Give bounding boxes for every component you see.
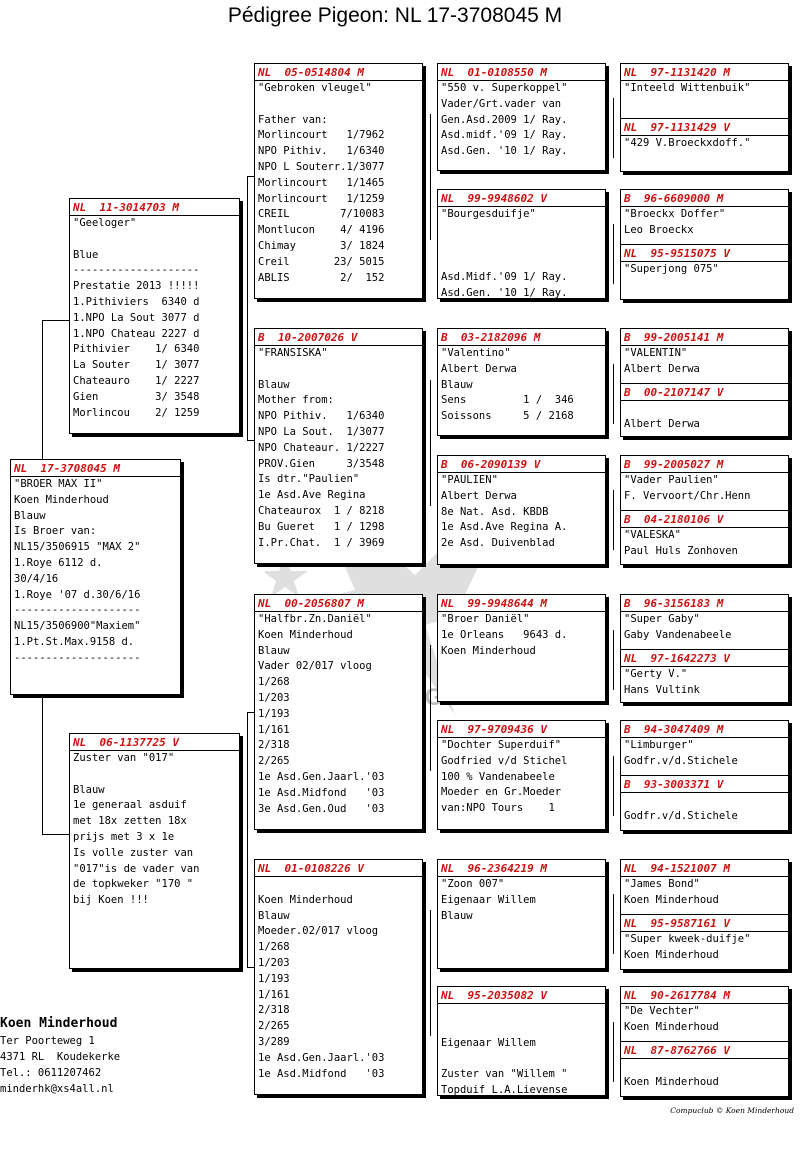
ring-number: NL 87-8762766 V (624, 1044, 730, 1057)
ring-number: NL 00-2056807 M (258, 597, 364, 610)
ring-number: NL 97-9709436 V (441, 723, 547, 736)
detail-line (258, 362, 419, 378)
pigeon-details (441, 877, 602, 924)
detail-line: "Halfbr.Zn.Daniël" (258, 613, 372, 625)
detail-line: Mother from: (258, 394, 334, 407)
detail-line: Blauw (441, 909, 473, 922)
pigeon-details (624, 877, 785, 909)
ring-number: B 04-2180106 V (624, 513, 724, 526)
detail-line: Gaby Vandenabeele (624, 628, 732, 641)
detail-line: Asd.midf.'09 1/ Ray. (441, 129, 568, 142)
detail-line: "VALENTIN" (624, 347, 688, 359)
pigeon-card-mmm[interactable] (437, 986, 606, 1096)
detail-line: 1e Asd.Gen.Jaarl.'03 (258, 1051, 385, 1064)
detail-line: Koen Minderhoud (258, 628, 353, 641)
detail-line (441, 1020, 602, 1036)
detail-line: Is Broer van: (14, 525, 97, 538)
detail-line: -------------------- (14, 651, 141, 664)
connector (247, 712, 248, 850)
detail-line: NPO La Sout. 1/3077 (258, 425, 385, 438)
connector (613, 756, 614, 816)
pigeon-details (441, 473, 602, 552)
detail-line: Soissons 5 / 2168 (441, 410, 574, 423)
pigeon-details (624, 738, 785, 770)
detail-line: "BROER MAX II" (14, 478, 103, 490)
ring-number: NL 90-2617784 M (624, 989, 730, 1002)
pigeon-card-g5[interactable] (620, 328, 789, 384)
connector (430, 380, 431, 506)
detail-line: NPO Chateaur. 1/2227 (258, 441, 385, 454)
detail-line: "Broeckx Doffer" (624, 208, 726, 220)
detail-line: "PAULIEN" (441, 474, 498, 486)
pigeon-details (73, 216, 236, 421)
detail-line: Koen Minderhoud (441, 644, 536, 657)
detail-line: Morlincourt 1/7962 (258, 129, 385, 142)
detail-line: Eigenaar Willem (441, 1036, 536, 1049)
detail-line: Albert Derwa (441, 362, 517, 375)
detail-line: 2e Asd. Duivenblad (441, 537, 555, 550)
detail-line: "Super Gaby" (624, 613, 700, 625)
detail-line (441, 223, 602, 239)
detail-line: 1e Asd.Gen.Jaarl.'03 (258, 770, 385, 783)
detail-line: Morlincou 2/ 1259 (73, 406, 200, 419)
detail-line: "Vader Paulien" (624, 474, 719, 486)
detail-line: Blauw (73, 783, 105, 796)
detail-line: 1/161 (258, 723, 290, 736)
ring-number: NL 97-1131429 V (624, 121, 730, 134)
pigeon-details (624, 81, 785, 97)
ring-number: B 00-2107147 V (624, 386, 724, 399)
detail-line: "017"is de vader van (73, 862, 200, 875)
detail-line: "550 v. Superkoppel" (441, 82, 568, 94)
pigeon-details (441, 738, 602, 817)
ring-number: NL 99-9948602 V (441, 192, 547, 205)
pigeon-card-mf[interactable] (254, 594, 423, 830)
connector (430, 114, 431, 240)
detail-line: "FRANSISKA" (258, 347, 328, 359)
connector (247, 850, 248, 967)
detail-line: "Broer Daniël" (441, 613, 530, 625)
detail-line: 1/203 (258, 956, 290, 969)
owner-info (0, 1015, 120, 1097)
detail-line: 1e Asd.Ave Regina A. (441, 521, 568, 534)
detail-line: 1.Roye '07 d.30/6/16 (14, 588, 141, 601)
detail-line (441, 1051, 602, 1067)
connector (247, 176, 248, 319)
detail-line: ABLIS 2/ 152 (258, 271, 385, 284)
detail-line (441, 239, 602, 255)
detail-line: Moeder en Gr.Moeder (441, 786, 562, 799)
pigeon-details (624, 793, 785, 825)
connector (247, 319, 248, 440)
connector (247, 176, 254, 177)
detail-line: Vader 02/017 vloog (258, 660, 372, 673)
detail-line: Moeder.02/017 vloog (258, 925, 379, 938)
ring-number: NL 95-9515075 V (624, 247, 730, 260)
ring-number: B 96-3156183 M (624, 597, 724, 610)
detail-line: 2/318 (258, 1004, 290, 1017)
pigeon-details (441, 207, 602, 299)
pigeon-details (624, 932, 785, 964)
pigeon-card-fff[interactable] (437, 63, 606, 171)
detail-line (73, 767, 236, 783)
pigeon-card-father[interactable] (69, 198, 240, 434)
ring-number: NL 99-9948644 M (441, 597, 547, 610)
connector (613, 224, 614, 284)
detail-line: "Zoon 007" (441, 878, 505, 890)
pigeon-card-g14[interactable] (620, 914, 789, 970)
pigeon-details (624, 612, 785, 644)
connector (42, 834, 70, 835)
pigeon-card-g9[interactable] (620, 594, 789, 650)
pigeon-card-fm[interactable] (254, 328, 423, 564)
pigeon-details (441, 346, 602, 425)
detail-line: minderhk@xs4all.nl (0, 1083, 114, 1095)
detail-line: "VALESKA" (624, 529, 681, 541)
detail-line: Chateauro 1/ 2227 (73, 374, 200, 387)
ring-number: B 99-2005027 M (624, 458, 724, 471)
detail-line: Hans Vultink (624, 683, 700, 696)
detail-line: 1/203 (258, 691, 290, 704)
detail-line: "Inteeld Wittenbuik" (624, 82, 751, 94)
detail-line: Asd.Gen. '10 1/ Ray. (441, 286, 568, 299)
detail-line: 3e Asd.Gen.Oud '03 (258, 802, 385, 815)
pigeon-details (258, 877, 419, 1082)
detail-line: NL15/3506900"Maxiem" (14, 620, 141, 633)
detail-line: met 18x zetten 18x (73, 815, 187, 828)
detail-line: 1/268 (258, 676, 290, 689)
detail-line: Koen Minderhoud (624, 893, 719, 906)
pigeon-details (73, 751, 236, 909)
detail-line: Prestatie 2013 !!!!! (73, 280, 200, 293)
detail-line: 30/4/16 (14, 572, 59, 585)
detail-line: 4371 RL Koudekerke (0, 1051, 121, 1063)
pigeon-card-mm[interactable] (254, 859, 423, 1095)
connector (42, 320, 70, 321)
pigeon-details (441, 1004, 602, 1096)
detail-line: Koen Minderhoud (258, 893, 353, 906)
pigeon-details (624, 207, 785, 239)
detail-line: Bu Gueret 1 / 1298 (258, 520, 385, 533)
detail-line: Paul Huls Zonhoven (624, 544, 738, 557)
ring-number: NL 11-3014703 M (73, 201, 179, 214)
detail-line: I.Pr.Chat. 1 / 3969 (258, 536, 385, 549)
pigeon-details (441, 81, 602, 160)
detail-line: Koen Minderhoud (624, 1020, 719, 1033)
connector (247, 712, 254, 713)
pigeon-details (624, 401, 785, 433)
ring-number: B 10-2007026 V (258, 331, 358, 344)
detail-line: 1.Pt.St.Max.9158 d. (14, 635, 135, 648)
page-title: Pédigree Pigeon: NL 17-3708045 M (227, 4, 563, 27)
pigeon-details (258, 346, 419, 551)
pigeon-card-g6[interactable] (620, 383, 789, 437)
detail-line: Vader/Grt.vader van (441, 97, 562, 110)
detail-line (624, 401, 785, 417)
pigeon-details (624, 136, 785, 152)
ring-number: NL 05-0514804 M (258, 66, 364, 79)
detail-line: 1e Asd.Midfond '03 (258, 786, 385, 799)
detail-line (624, 793, 785, 809)
ring-number: NL 96-2364219 M (441, 862, 547, 875)
detail-line: Koen Minderhoud (624, 948, 719, 961)
detail-line: Morlincourt 1/1259 (258, 192, 385, 205)
detail-line: Creil 23/ 5015 (258, 255, 385, 268)
pigeon-card-g15[interactable] (620, 986, 789, 1042)
pigeon-details (258, 612, 419, 817)
detail-line: 1e Orleans 9643 d. (441, 628, 568, 641)
detail-line: "429 V.Broeckxdoff." (624, 137, 751, 149)
detail-line: "Super kweek-duifje" (624, 933, 751, 945)
detail-line: 2/265 (258, 755, 290, 768)
detail-line: Sens 1 / 346 (441, 394, 574, 407)
detail-line: "Limburger" (624, 739, 694, 751)
detail-line: Blauw (258, 644, 290, 657)
detail-line: 8e Nat. Asd. KBDB (441, 505, 549, 518)
pigeon-details (258, 81, 419, 286)
ring-number: B 99-2005141 M (624, 331, 724, 344)
connector (613, 98, 614, 158)
detail-line: 1e Asd.Ave Regina (258, 489, 366, 502)
ring-number: B 94-3047409 M (624, 723, 724, 736)
detail-line: Is volle zuster van (73, 846, 194, 859)
detail-line: 1.NPO Chateau 2227 d (73, 327, 200, 340)
pigeon-card-g3[interactable] (620, 189, 789, 245)
detail-line: Eigenaar Willem (441, 893, 536, 906)
ring-number: B 06-2090139 V (441, 458, 541, 471)
owner-address (0, 1033, 120, 1097)
detail-line: La Souter 1/ 3077 (73, 359, 200, 372)
detail-line: "Valentino" (441, 347, 511, 359)
pigeon-card-g16[interactable] (620, 1041, 789, 1097)
pigeon-details (14, 477, 177, 667)
pigeon-card-subject[interactable] (10, 459, 181, 695)
detail-line: 1.Roye 6112 d. (14, 556, 103, 569)
ring-number: NL 97-1642273 V (624, 652, 730, 665)
detail-line: Godfried v/d Stichel (441, 754, 568, 767)
ring-number: NL 06-1137725 V (73, 736, 179, 749)
detail-line: Asd.Gen. '10 1/ Ray. (441, 145, 568, 158)
detail-line: Gien 3/ 3548 (73, 390, 200, 403)
pigeon-details (624, 473, 785, 505)
pigeon-card-g10[interactable] (620, 649, 789, 703)
pigeon-card-mmf[interactable] (437, 859, 606, 969)
detail-line: 1/193 (258, 707, 290, 720)
detail-line: Asd.Midf.'09 1/ Ray. (441, 271, 568, 284)
detail-line: -------------------- (14, 604, 141, 617)
detail-line: "De Vechter" (624, 1005, 700, 1017)
detail-line: CREIL 7/10083 (258, 208, 385, 221)
detail-line (73, 232, 236, 248)
detail-line: prijs met 3 x 1e (73, 830, 175, 843)
detail-line: NPO Pithiv. 1/6340 (258, 145, 385, 158)
detail-line: 1e generaal asduif (73, 799, 187, 812)
detail-line: "Superjong 075" (624, 263, 719, 275)
pigeon-card-g2[interactable] (620, 118, 789, 172)
connector (42, 320, 43, 460)
detail-line: "Gebroken vleugel" (258, 82, 372, 94)
detail-line: NPO L Souterr.1/3077 (258, 160, 385, 173)
detail-line (624, 1059, 785, 1075)
ring-number: NL 94-1521007 M (624, 862, 730, 875)
detail-line (258, 877, 419, 893)
pigeon-details (624, 262, 785, 278)
pigeon-card-g7[interactable] (620, 455, 789, 511)
detail-line: "Gerty V." (624, 668, 688, 680)
pigeon-card-g12[interactable] (620, 775, 789, 831)
connector (613, 894, 614, 954)
connector (42, 695, 43, 835)
detail-line: Father van: (258, 113, 328, 126)
detail-line: Chimay 3/ 1824 (258, 239, 385, 252)
detail-line: 2/318 (258, 739, 290, 752)
detail-line: Tel.: 0611207462 (0, 1067, 102, 1079)
detail-line: Ter Poorteweg 1 (0, 1035, 95, 1047)
detail-line: NPO Pithiv. 1/6340 (258, 410, 385, 423)
connector (613, 490, 614, 550)
connector (430, 910, 431, 1036)
pigeon-details (624, 346, 785, 378)
pigeon-details (624, 528, 785, 560)
detail-line: Koen Minderhoud (14, 493, 109, 506)
detail-line: 1e Asd.Midfond '03 (258, 1067, 385, 1080)
pigeon-details (441, 612, 602, 659)
detail-line: Blauw (258, 909, 290, 922)
detail-line: Morlincourt 1/1465 (258, 176, 385, 189)
detail-line: van:NPO Tours 1 (441, 802, 555, 815)
detail-line: "Geeloger" (73, 217, 137, 229)
detail-line: Albert Derwa (624, 362, 700, 375)
detail-line: "Bourgesduifje" (441, 208, 536, 220)
detail-line (258, 97, 419, 113)
detail-line: Zuster van "017" (73, 752, 175, 764)
pigeon-details (624, 667, 785, 699)
detail-line: Albert Derwa (441, 489, 517, 502)
detail-line: Zuster van "Willem " (441, 1068, 568, 1081)
pigeon-card-ffm[interactable] (437, 189, 606, 299)
detail-line: bij Koen !!! (73, 894, 149, 907)
detail-line: NL15/3506915 "MAX 2" (14, 541, 141, 554)
detail-line: "James Bond" (624, 878, 700, 890)
ring-number: NL 17-3708045 M (14, 462, 120, 475)
ring-number: B 03-2182096 M (441, 331, 541, 344)
pigeon-card-fmf[interactable] (437, 328, 606, 436)
pigeon-card-ff[interactable] (254, 63, 423, 299)
pigeon-card-g11[interactable] (620, 720, 789, 776)
pigeon-card-g4[interactable] (620, 244, 789, 300)
ring-number: B 93-3003371 V (624, 778, 724, 791)
ring-number: NL 95-2035082 V (441, 989, 547, 1002)
connector (430, 645, 431, 771)
pigeon-card-mfm[interactable] (437, 720, 606, 830)
detail-line: 100 % Vandenabeele (441, 770, 555, 783)
detail-line: 1/161 (258, 988, 290, 1001)
detail-line: 2/265 (258, 1020, 290, 1033)
detail-line (441, 254, 602, 270)
detail-line: PROV.Gien 3/3548 (258, 457, 385, 470)
pigeon-details (624, 1004, 785, 1036)
detail-line: Koen Minderhoud (624, 1075, 719, 1088)
detail-line: Blauw (258, 378, 290, 391)
detail-line: 3/289 (258, 1035, 290, 1048)
connector (613, 1022, 614, 1082)
detail-line: Leo Broeckx (624, 223, 694, 236)
detail-line: Is dtr."Paulien" (258, 473, 360, 486)
detail-line: 1/193 (258, 972, 290, 985)
detail-line: Montlucon 4/ 4196 (258, 224, 385, 237)
ring-number: NL 01-0108226 V (258, 862, 364, 875)
detail-line (441, 1004, 602, 1020)
pigeon-card-mother[interactable] (69, 733, 240, 969)
detail-line: de topkweker "170 " (73, 878, 194, 891)
ring-number: NL 95-9587161 V (624, 917, 730, 930)
owner-name: Koen Minderhoud (0, 1016, 118, 1031)
detail-line: Topduif L.A.Lievense (441, 1083, 568, 1096)
connector (613, 364, 614, 424)
pigeon-card-g8[interactable] (620, 510, 789, 565)
detail-line: Chateaurox 1 / 8218 (258, 504, 385, 517)
detail-line: Blauw (441, 378, 473, 391)
pigeon-card-fmm[interactable] (437, 455, 606, 565)
detail-line: 1/268 (258, 941, 290, 954)
detail-line: 1.NPO La Sout 3077 d (73, 311, 200, 324)
pigeon-card-g1[interactable] (620, 63, 789, 119)
detail-line: -------------------- (73, 264, 200, 277)
detail-line: 1.Pithiviers 6340 d (73, 295, 200, 308)
detail-line: F. Vervoort/Chr.Henn (624, 489, 751, 502)
detail-line: Pithivier 1/ 6340 (73, 343, 200, 356)
connector (247, 967, 254, 968)
detail-line: Gen.Asd.2009 1/ Ray. (441, 113, 568, 126)
detail-line: "Dochter Superduif" (441, 739, 562, 751)
ring-number: B 96-6609000 M (624, 192, 724, 205)
credit-text: Compuclub © Koen Minderhoud (670, 1106, 794, 1115)
pigeon-card-mff[interactable] (437, 594, 606, 702)
pigeon-card-g13[interactable] (620, 859, 789, 915)
connector (247, 440, 254, 441)
detail-line: Godfr.v/d.Stichele (624, 809, 738, 822)
connector (613, 630, 614, 690)
detail-line: Godfr.v/d.Stichele (624, 754, 738, 767)
detail-line: Blauw (14, 509, 46, 522)
ring-number: NL 97-1131420 M (624, 66, 730, 79)
ring-number: NL 01-0108550 M (441, 66, 547, 79)
pigeon-details (624, 1059, 785, 1091)
detail-line: Albert Derwa (624, 417, 700, 430)
detail-line: Blue (73, 248, 99, 261)
